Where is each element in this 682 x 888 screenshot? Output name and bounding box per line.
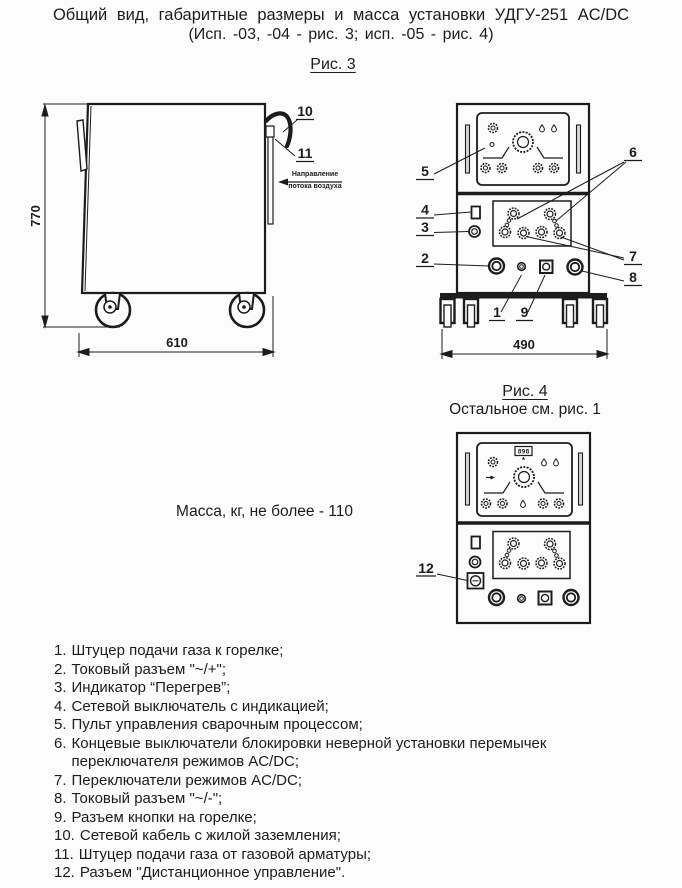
callout-9-label: 9: [520, 304, 529, 320]
legend-item-number: 12.: [54, 864, 75, 881]
parts-legend: [54, 642, 629, 883]
callout-5-label: 5: [421, 163, 429, 179]
legend-item: [54, 716, 629, 735]
figure4-front-view: [405, 425, 655, 630]
legend-item: [54, 772, 629, 791]
legend-item-text: Пульт управления сварочным процессом;: [71, 716, 363, 733]
dim-770-label: 770: [28, 205, 43, 227]
legend-item-text: Токовый разъем "~/+";: [71, 660, 226, 678]
legend-item-number: 4.: [54, 697, 67, 715]
legend-item-text: Токовый разъем "~/-";: [71, 790, 223, 807]
legend-item-text: Разъем "Дистанционное управление".: [79, 864, 346, 881]
callout-3-label: 3: [421, 219, 429, 235]
legend-item-text: Концевые выключатели блокировки неверной установки перемычек переключателя режимов AC/DC;: [71, 734, 547, 770]
legend-item: [54, 790, 629, 809]
legend-item-number: 3.: [54, 679, 67, 696]
callout-6-label: 6: [629, 144, 637, 160]
callout-10-label: 10: [297, 103, 313, 119]
airflow-label-line2: потока воздуха: [288, 183, 342, 190]
legend-item-number: 1.: [54, 642, 67, 659]
legend-item-number: 2.: [54, 660, 67, 678]
legend-item-text: Сетевой выключатель с индикацией;: [71, 697, 329, 715]
airflow-label-line1: Направление: [291, 171, 339, 178]
legend-item-text: Разъем кнопки на горелке;: [71, 808, 257, 826]
figure4-caption: Рис. 4: [502, 383, 548, 400]
caster-front: [96, 293, 130, 327]
right-slot: [577, 125, 581, 173]
legend-item-number: 5.: [54, 716, 67, 733]
dim-610-label: 610: [166, 335, 188, 350]
figure4-note: Остальное см. рис. 1: [449, 401, 601, 418]
legend-item: [54, 698, 629, 717]
legend-item: [54, 864, 629, 883]
legend-item-number: 6.: [54, 734, 67, 752]
legend-item-number: 8.: [54, 790, 67, 807]
gas-fitting: [266, 126, 274, 137]
callout-11-leader: [275, 139, 295, 156]
legend-item-number: 10.: [54, 827, 75, 844]
control-panel: [477, 113, 569, 185]
legend-item: [54, 846, 629, 865]
figure3-front-view: [405, 95, 655, 373]
callout-7-label: 7: [629, 248, 637, 264]
legend-item-number: 7.: [54, 771, 67, 789]
display-value: 898: [517, 447, 530, 456]
callout-1-label: 1: [493, 304, 501, 320]
air-intake-strip: [268, 136, 273, 224]
callout-8-label: 8: [629, 269, 637, 285]
legend-item-text: Индикатор “Перегрев”;: [71, 679, 231, 696]
dim-490-label: 490: [513, 337, 535, 352]
handle: [77, 120, 87, 171]
callout-12-label: 12: [418, 560, 434, 576]
left-slot: [466, 453, 470, 505]
figure3-side-view: [20, 90, 370, 368]
legend-item-number: 9.: [54, 808, 67, 826]
right-slot: [579, 453, 583, 505]
left-slot: [466, 125, 470, 173]
legend-item: [54, 735, 629, 772]
page-title: Общий вид, габаритные размеры и масса установки УДГУ-251 AC/DC: [52, 6, 630, 24]
callout-2-label: 2: [421, 250, 429, 266]
page-subtitle: (Исп. -03, -04 - рис. 3; исп. -05 - рис. 4): [188, 26, 494, 43]
cabinet-outline: [82, 104, 265, 293]
base-bar: [440, 293, 607, 299]
legend-item: [54, 809, 629, 828]
legend-item: [54, 661, 629, 680]
callout-11-label: 11: [297, 145, 313, 161]
caster-rear: [230, 293, 264, 327]
legend-item-text: Штуцер подачи газа от газовой арматуры;: [78, 845, 372, 863]
legend-item: [54, 827, 629, 846]
figure3-caption: Рис. 3: [310, 56, 356, 73]
legend-item: [54, 679, 629, 698]
legend-item: [54, 642, 629, 661]
legend-item-text: Сетевой кабель с жилой заземления;: [79, 827, 341, 844]
legend-item-number: 11.: [54, 845, 74, 863]
callout-4-label: 4: [421, 201, 429, 218]
mass-note: Масса, кг, не более - 110: [176, 503, 354, 520]
legend-item-text: Штуцер подачи газа к горелке;: [71, 642, 284, 659]
legend-item-text: Переключатели режимов AC/DC;: [71, 771, 302, 789]
